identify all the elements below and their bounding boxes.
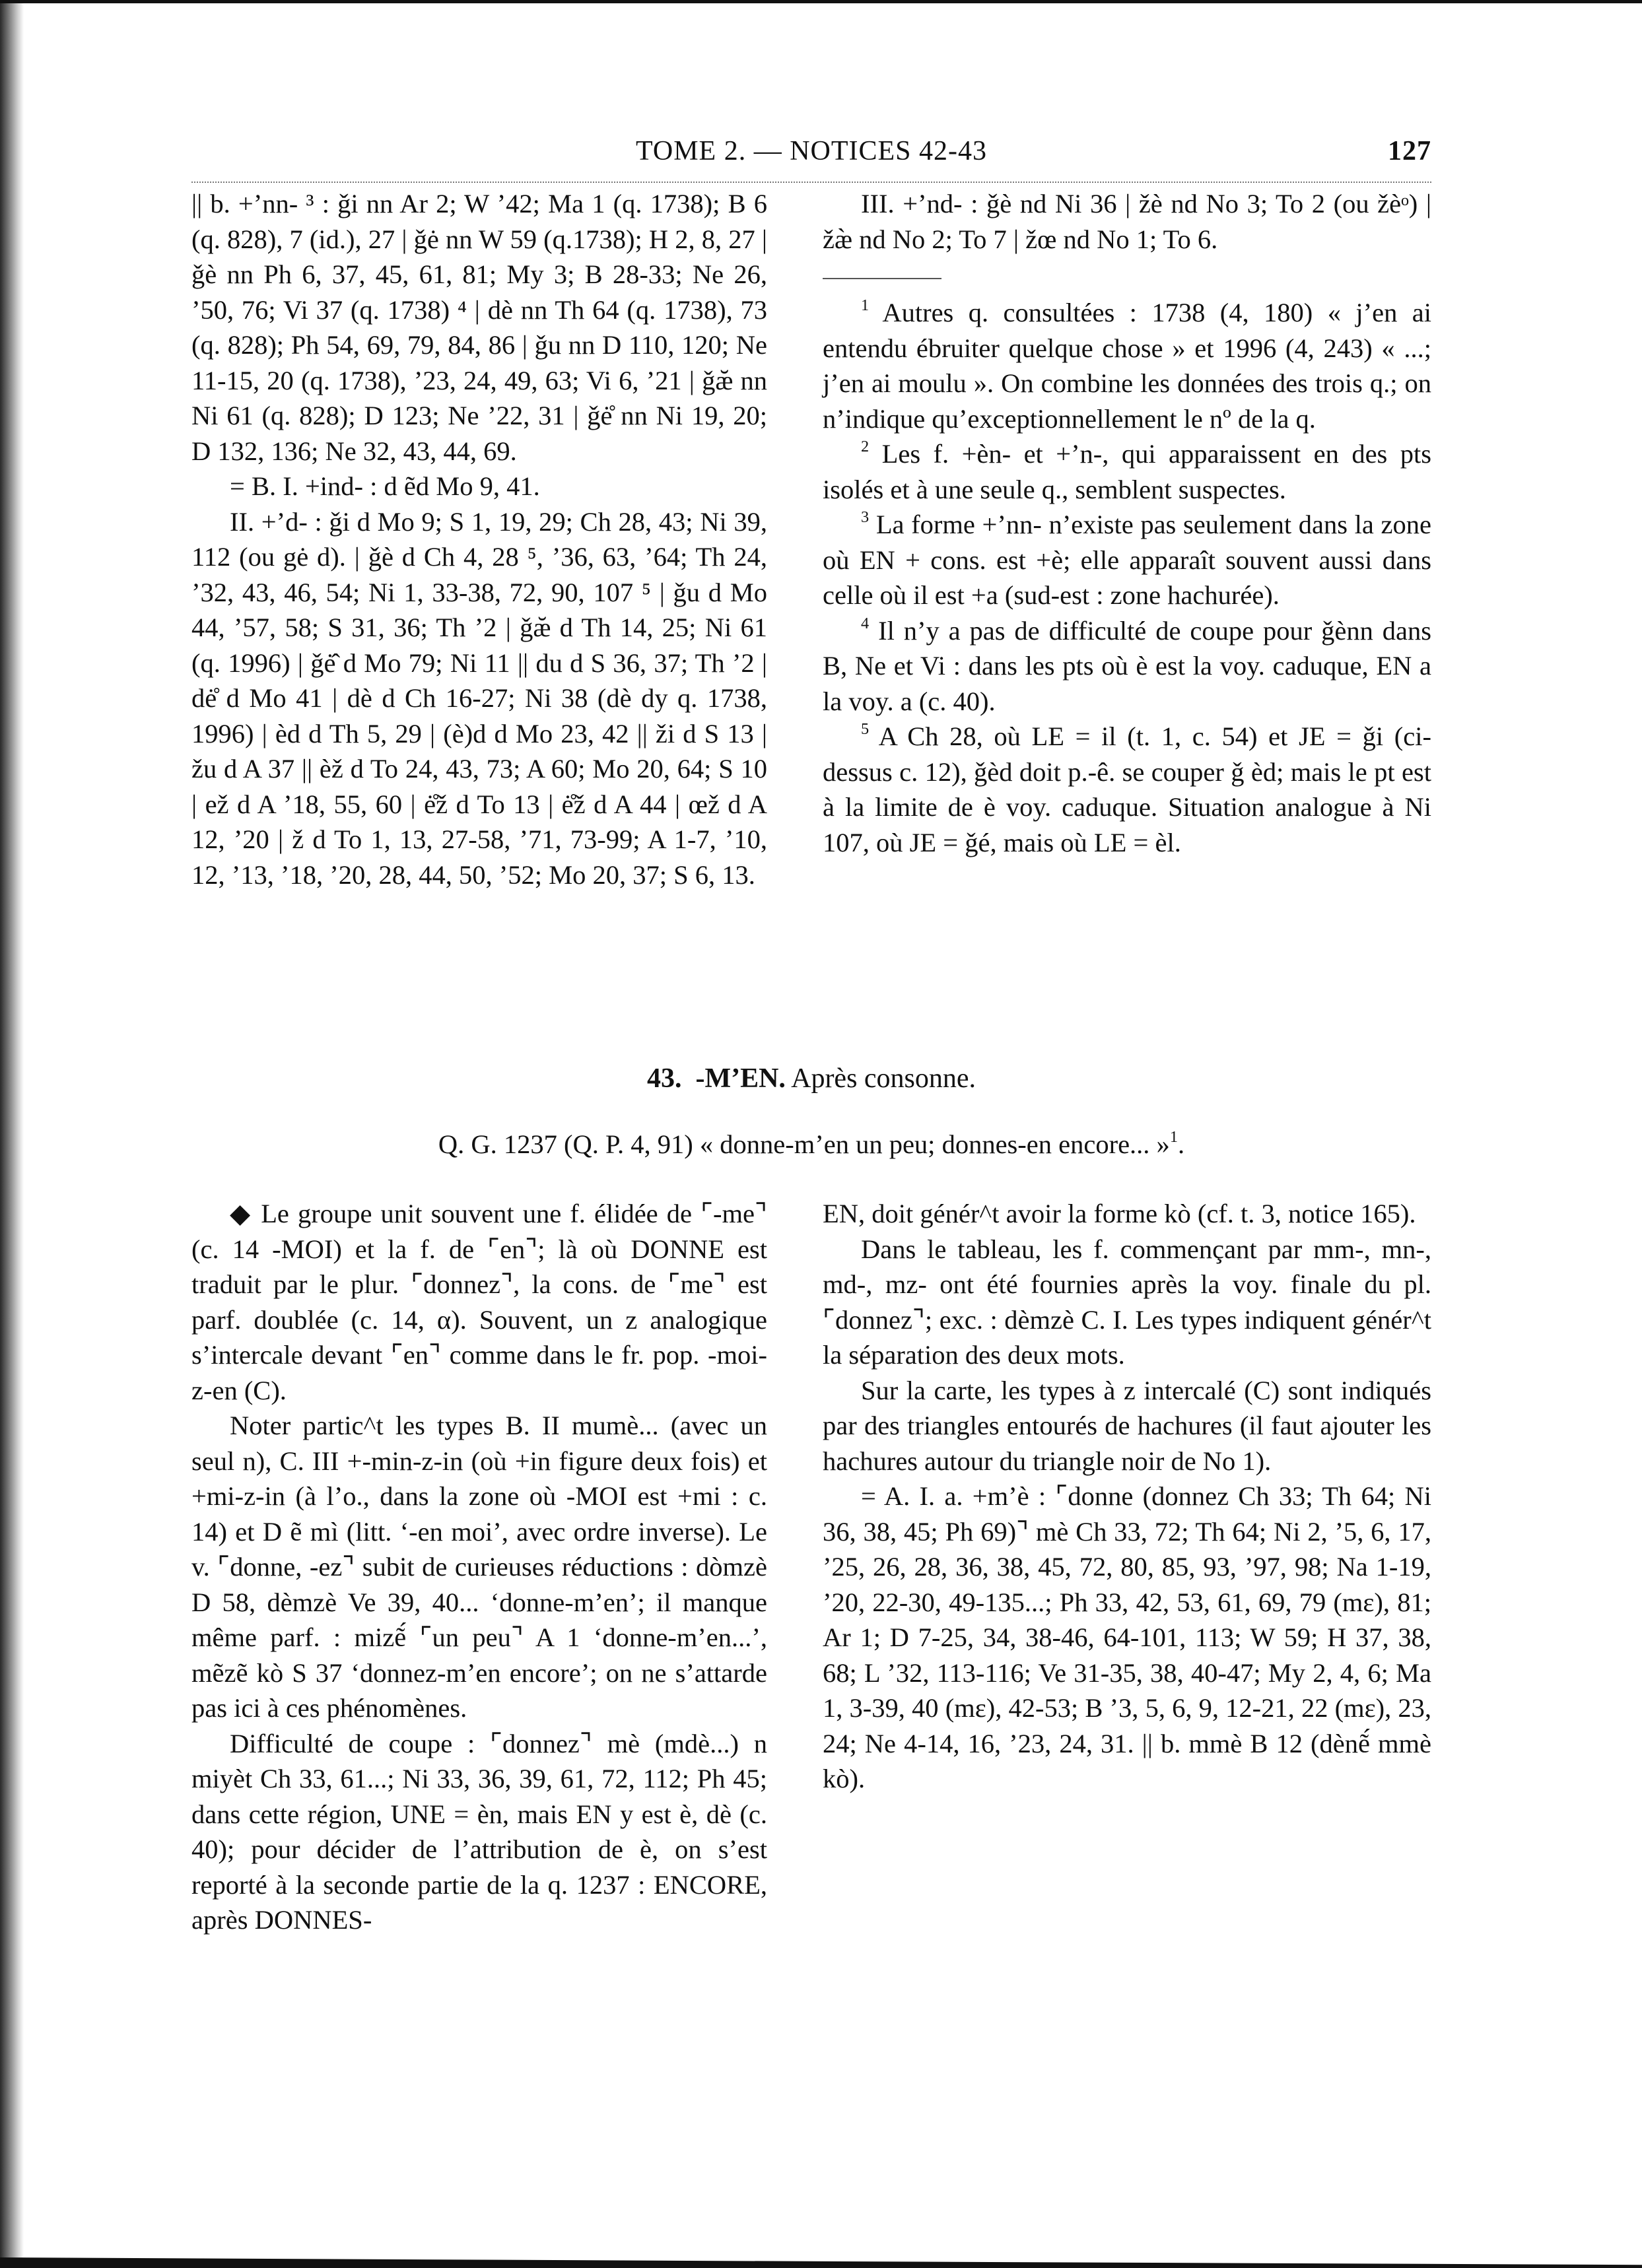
scan-edge-left [0,0,24,2268]
paragraph-III-nd: III. +’nd- : ǧè nd Ni 36 | žè nd No 3; To 2 (ou žèᵒ) | žæ̀ nd No 2; To 7 | žœ nd No 1; To 6. [823,189,1431,254]
paragraph-difficulte: Difficulté de coupe : ⌜donnez⌝ mè (mdè...) n miyèt Ch 33, 61...; Ni 33, 36, 39, 61, 72, 112; Ph 45; dans cette région, UNE = èn, mais EN y est è, dè (c. 40); pour décider de l’attribution de è, on s’est reporté à la seconde partie de la q. 1237 : ENCORE, après DONNES- [191,1728,767,1935]
footnote-text: A Ch 28, où LE = il (t. 1, c. 54) et JE = ǧi (ci-dessus c. 12), ǧèd doit p.-ê. se couper ǧ èd; mais le pt est à la limite de è voy. caduque. Situation analogue à Ni 107, où JE = ǧé, mais où LE = èl. [823,721,1431,857]
section-subtitle: Après consonne. [791,1063,976,1094]
paragraph-II-d: II. +’d- : ǧi d Mo 9; S 1, 19, 29; Ch 28, 43; Ni 39, 112 (ou gė d). | ǧè d Ch 4, 28 ⁵, ’36, 63, ’64; Th 24, ’32, 43, 46, 54; Ni 1, 33-38, 72, 90, 107 ⁵ | ǧu d Mo 44, ’57, 58; S 31, 36; Th ’2 | ǧæ̆ d Th 14, 25; Ni 61 (q. 1996) | ǧė̂ d Mo 79; Ni 11 || du d S 36, 37; Th ’2 | dė̊ d Mo 41 | dè d Ch 16-27; Ni 38 (dè dy q. 1738, 1996) | èd d Th 5, 29 | (è)d d Mo 23, 42 || ži d S 13 | žu d A 37 || èž d To 24, 43, 73; A 60; Mo 20, 64; S 10 | ež d A ’18, 55, 60 | ė̊ž d To 13 | ė̊ž d A 44 | œž d A 12, ’20 | ž d To 1, 13, 27-58, ’71, 73-99; A 1-7, ’10, 12, ’13, ’18, ’20, 28, 44, 50, ’52; Mo 20, 37; S 6, 13. [191,506,767,890]
running-head-title: TOME 2. — NOTICES 42-43 [635,136,988,166]
paragraph-A-I-a: = A. I. a. +m’è : ⌜donne (donnez Ch 33; Th 64; Ni 36, 38, 45; Ph 69)⌝ mè Ch 33, 72; Th 64; Ni 2, ’5, 6, 17, ’25, 26, 28, 36, 38, 45, 72, 80, 85, 93, ’97, 98; Na 1-19, ’20, 22-30, 49-135...; Ph 33, 42, 53, 61, 69, 79 (mɛ), 81; Ar 1; D 7-25, 34, 38-46, 64-101, 113; W 59; H 37, 38, 68; L ’32, 113-116; Ve 31-35, 38, 40-47; My 2, 4, 6; Ma 1, 3-39, 40 (mɛ), 42-53; B ’3, 5, 6, 9, 12-21, 22 (mɛ), 23, 24; Ne 4-14, 16, ’23, 24, 31. || b. mmè B 12 (dènẽ́ mmè kò). [823,1481,1431,1793]
paragraph-B-I-ind: = B. I. +ind- : d ẽd Mo 9, 41. [230,471,540,501]
footnote-text: Autres q. consultées : 1738 (4, 180) « j’en ai entendu ébruiter quelque chose » et 1996 (4, 243) « ...; j’en ai moulu ». On combine les données des trois q.; on n’indique qu’exceptionnellement le nº de la q. [823,298,1431,434]
footnote-marker: 2 [861,438,870,455]
paragraph-en-continuation: EN, doit génér^t avoir la forme kò (cf. t. 3, notice 165). [823,1199,1416,1228]
page-number: 127 [1388,136,1431,166]
footnote-5 [823,719,1431,860]
footnote-2 [823,436,1431,507]
running-head [191,135,1431,175]
footnote-rule [823,278,941,279]
scan-edge-bottom [0,2257,1642,2268]
section-heading [191,1063,1431,1094]
notice-43-right-column [823,1196,1431,1797]
question-reference: Q. G. 1237 (Q. P. 4, 91) « donne-m’en un peu; donnes-en encore... »$^1$. [438,1128,1185,1159]
question-text: Q. G. 1237 (Q. P. 4, 91) « donne-m’en un peu; donnes-en encore... » [438,1129,1170,1159]
notice-43-left-column [191,1196,767,1938]
header-rule [191,182,1431,183]
paragraph-intro: ◆ Le groupe unit souvent une f. élidée de ⌜-me⌝ (c. 14 -MOI) et la f. de ⌜en⌝; là où DONNE est traduit par le plur. ⌜donnez⌝, la cons. de ⌜me⌝ est parf. doublée (c. 14, α). Souvent, un z analogique s’intercale devant ⌜en⌝ comme dans le fr. pop. -moi-z-en (C). [191,1199,767,1405]
paragraph-noter: Noter partic^t les types B. II mumè... (avec un seul n), C. III +-min-z-in (où +in figure deux fois) et +mi-z-in (à l’o., dans la zone où -MOI est +mi : c. 14) et D ẽ mì (litt. ‘-en moi’, avec ordre inverse). Le v. ⌜donne, -ez⌝ subit de curieuses réductions : dòmzè D 58, dèmzè Ve 39, 40... ‘donne-m’en’; il manque même parf. : mizẽ́ ⌜un peu⌝ A 1 ‘donne-m’en...’, mẽzẽ kò S 37 ‘donnez-m’en encore’; on ne s’attarde pas ici à ces phénomènes. [191,1411,767,1723]
paragraph-tableau: Dans le tableau, les f. commençant par mm-, mn-, md-, mz- ont été fournies après la voy. finale du pl. ⌜donnez⌝; exc. : dèmzè C. I. Les types indiquent génér^t la séparation des deux mots. [823,1234,1431,1370]
footnote-marker: 4 [861,614,870,632]
footnote-marker: 1 [861,296,870,314]
footnote-text: Les f. +èn- et +’n-, qui apparaissent en des pts isolés et à une seule q., semblent suspectes. [823,439,1432,504]
scan-edge-top [0,0,1642,3]
section-number: 43. [646,1063,682,1094]
footnote-text: La forme +’nn- n’existe pas seulement dans la zone où EN + cons. est +è; elle apparaît souvent aussi dans celle où il est +a (sud-est : zone hachurée). [823,510,1431,610]
footnote-marker: 5 [861,720,870,738]
notice-42-right-column [823,186,1431,860]
footnote-text: Il n’y a pas de difficulté de coupe pour ǧènn dans B, Ne et Vi : dans les pts où è est la voy. caduque, EN a la voy. a (c. 40). [823,615,1431,716]
footnote-1 [823,295,1431,436]
question-footnote-marker: 1 [1169,1128,1178,1146]
paragraph-carte: Sur la carte, les types à z intercalé (C) sont indiqués par des triangles entourés de hachures (il faut ajouter les hachures autour du triangle noir de No 1). [823,1375,1431,1476]
section-title: -M’EN. [695,1063,786,1094]
footnote-4 [823,613,1431,719]
footnote-marker: 3 [861,508,870,526]
footnote-3 [823,507,1431,613]
paragraph-b-nn: || b. +’nn- ³ : ǧi nn Ar 2; W ’42; Ma 1 (q. 1738); B 6 (q. 828), 7 (id.), 27 | ǧė nn W 59 (q.1738); H 2, 8, 27 | ǧè nn Ph 6, 37, 45, 61, 81; My 3; B 28-33; Ne 26, ’50, 76; Vi 37 (q. 1738) ⁴ | dè nn Th 64 (q. 1738), 73 (q. 828); Ph 54, 69, 79, 84, 86 | ǧu nn D 110, 120; Ne 11-15, 20 (q. 1738), ’23, 24, 49, 63; Vi 6, ’21 | ǧæ̆ nn Ni 61 (q. 828); D 123; Ne ’22, 31 | ǧė̊ nn Ni 19, 20; D 132, 136; Ne 32, 43, 44, 69. [191,189,767,466]
notice-42-left-column [191,186,767,892]
footnotes [823,295,1431,860]
